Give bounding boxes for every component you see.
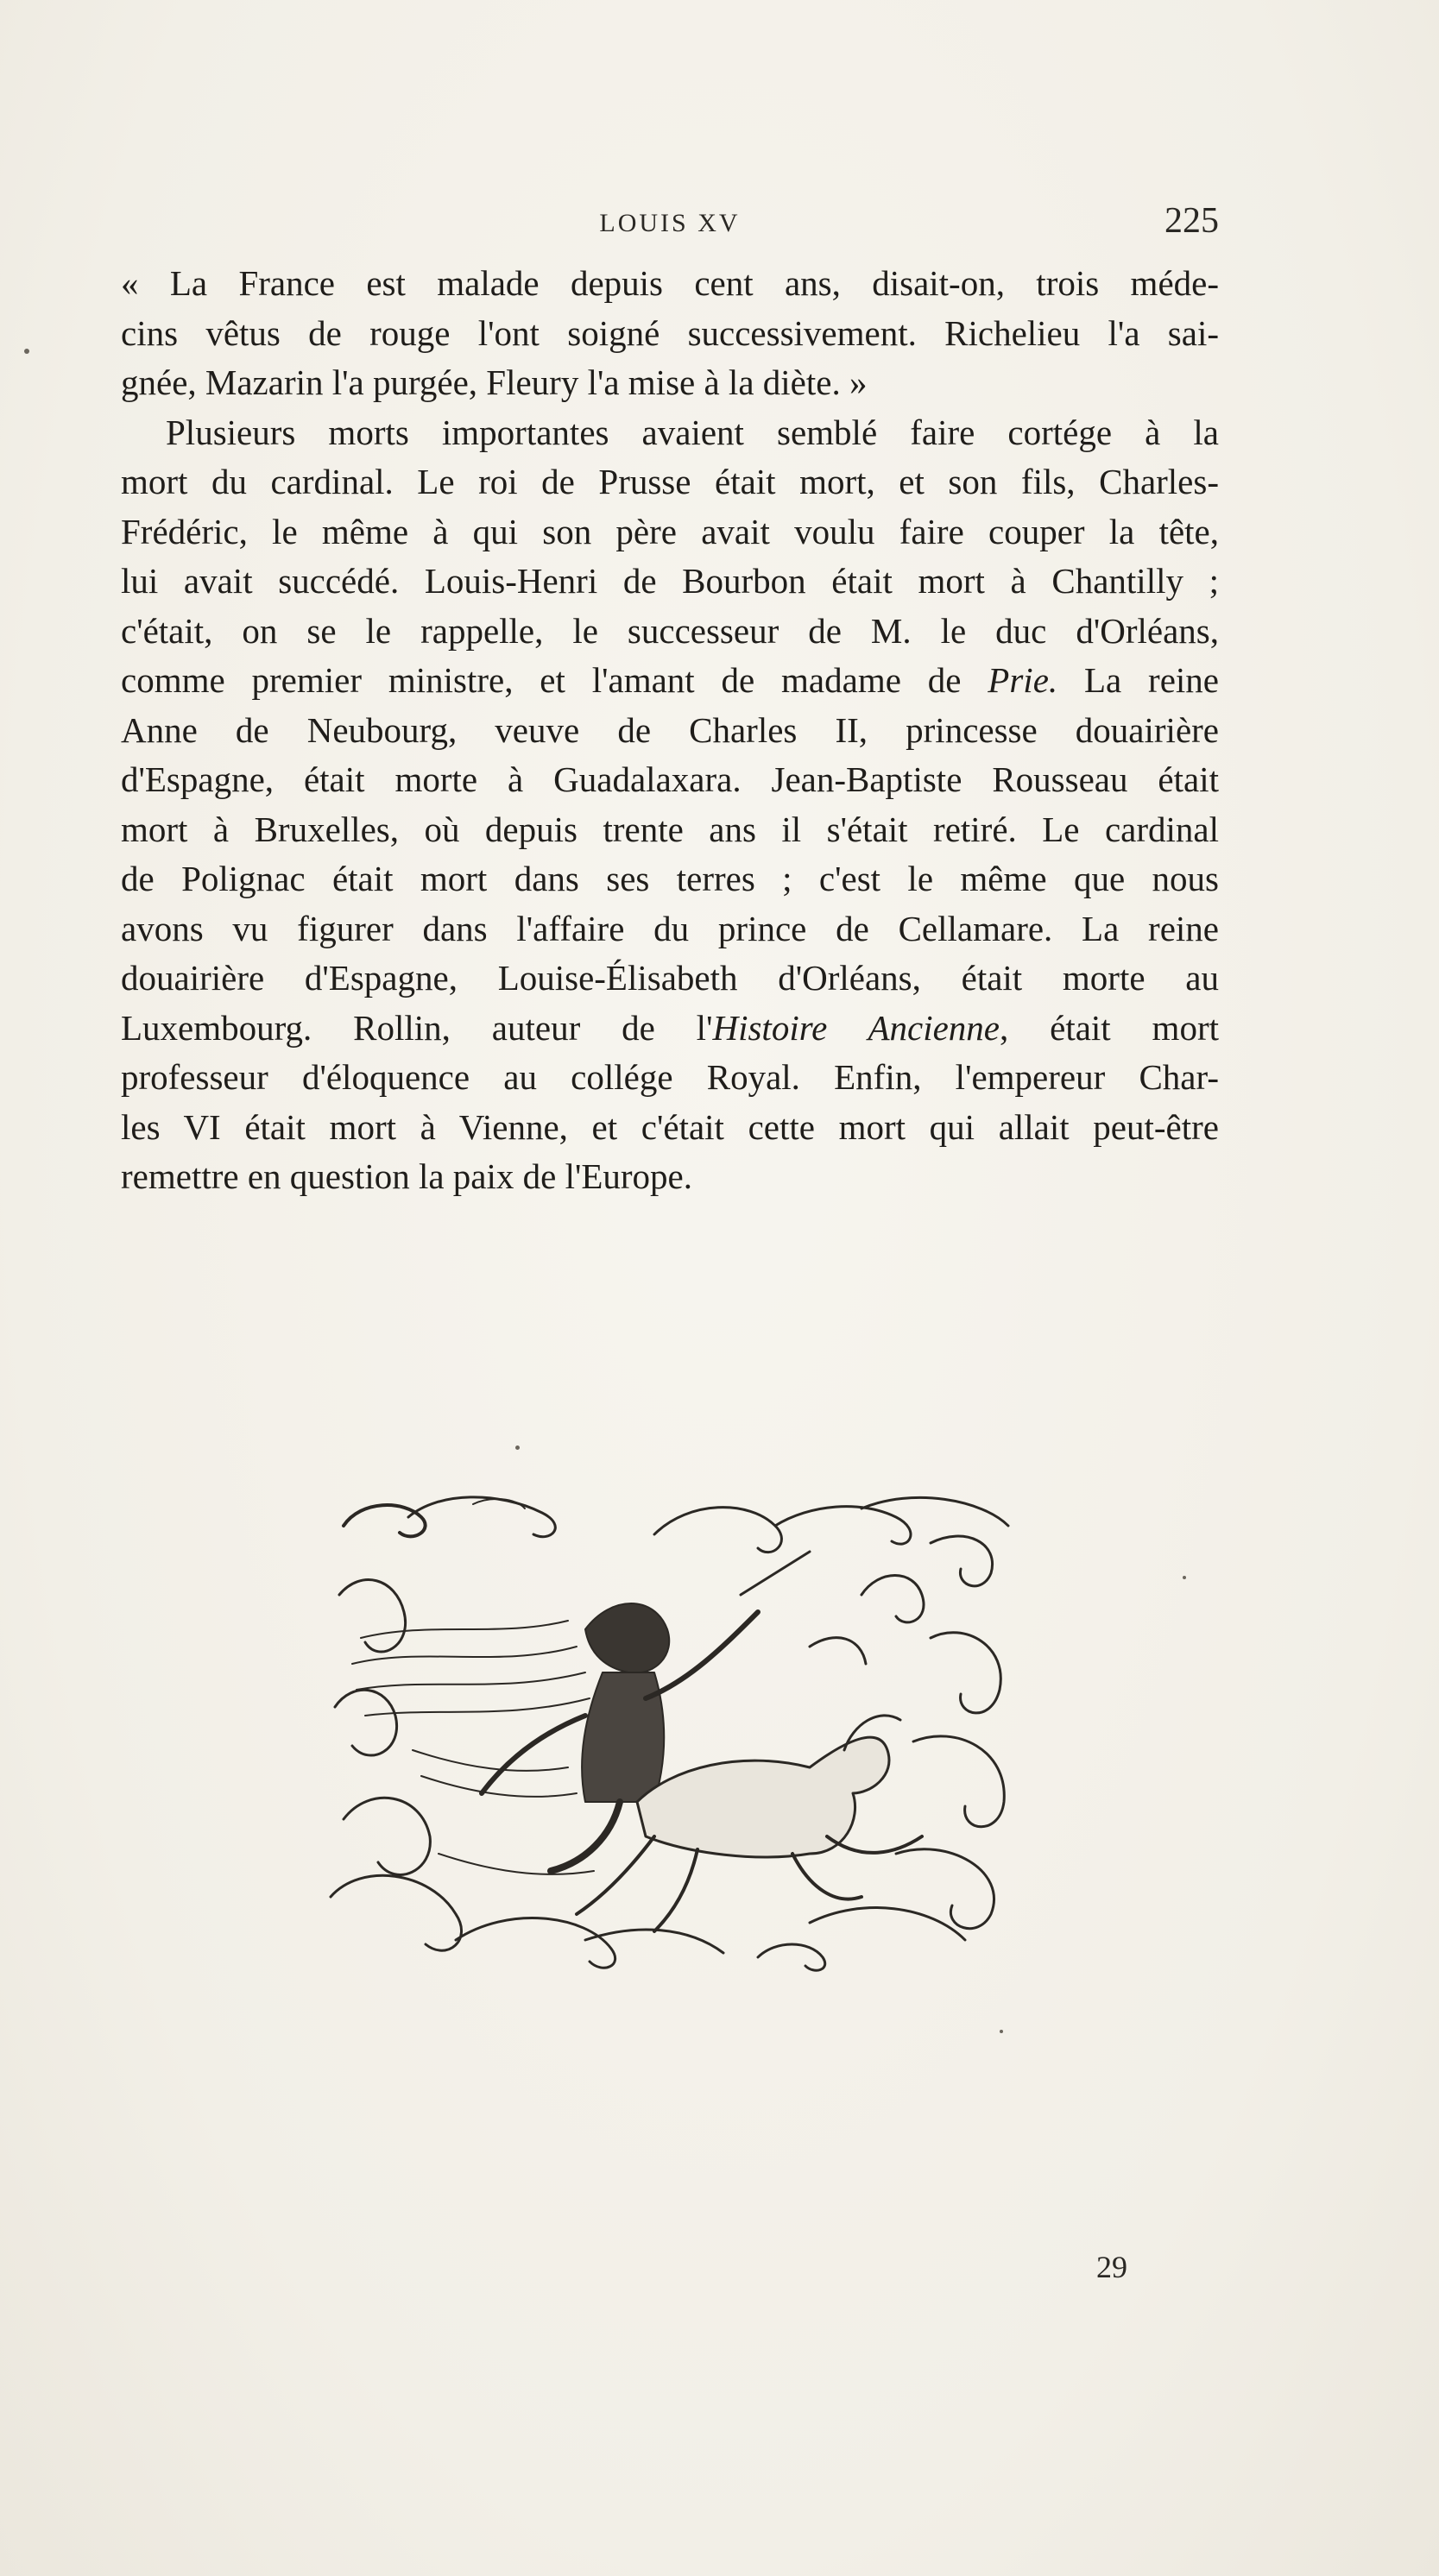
italic-name-prie: Prie. <box>988 660 1058 700</box>
paper-speck <box>1000 2030 1003 2033</box>
running-title: LOUIS XV <box>599 209 741 237</box>
italic-title-histoire: Histoire Ancienne <box>712 1007 1000 1048</box>
body-text <box>121 259 1219 1202</box>
text-segment: Luxembourg. Rollin, auteur de l' <box>121 1007 713 1048</box>
paper-speck <box>24 349 29 354</box>
text-line: « La France est malade depuis cent ans, disait-on, trois méde- <box>121 263 1219 303</box>
text-line: douairière d'Espagne, Louise-Élisabeth d'Orléans, était morte au <box>121 958 1219 998</box>
text-line: Plusieurs morts importantes avaient semblé faire cortége à la <box>166 412 1219 452</box>
text-line: gnée, Mazarin l'a purgée, Fleury l'a mise à la diète. » <box>121 362 868 402</box>
text-line: avons vu figurer dans l'affaire du prince de Cellamare. La reine <box>121 908 1219 948</box>
text-line: Anne de Neubourg, veuve de Charles II, princesse douairière <box>121 709 1219 750</box>
text-segment: La reine <box>1057 660 1219 700</box>
signature-mark: 29 <box>1096 2250 1127 2284</box>
text-line: les VI était mort à Vienne, et c'était cette mort qui allait peut-être <box>121 1106 1219 1147</box>
running-head <box>121 200 1219 245</box>
text-line: remettre en question la paix de l'Europe. <box>121 1156 693 1196</box>
text-line <box>121 656 1219 706</box>
text-segment: , était mort <box>1000 1007 1219 1048</box>
text-line: Frédéric, le même à qui son père avait voulu faire couper la tête, <box>121 511 1219 551</box>
paper-speck <box>515 1445 520 1450</box>
text-line: c'était, on se le rappelle, le successeur de M. le duc d'Orléans, <box>121 610 1219 651</box>
text-line: mort à Bruxelles, où depuis trente ans il s'était retiré. Le cardinal <box>121 809 1219 849</box>
text-line <box>121 1004 1219 1054</box>
text-line: cins vêtus de rouge l'ont soigné successivement. Richelieu l'a sai- <box>121 312 1219 353</box>
text-line: de Polignac était mort dans ses terres ; c'est le même que nous <box>121 859 1219 898</box>
engraved-vignette-rider <box>326 1491 1021 1975</box>
paper-speck <box>1183 1576 1186 1579</box>
page-number: 225 <box>1164 201 1219 241</box>
text-line: d'Espagne, était morte à Guadalaxara. Jean-Baptiste Rousseau était <box>121 759 1219 799</box>
text-line: lui avait succédé. Louis-Henri de Bourbon était mort à Chantilly ; <box>121 561 1219 601</box>
text-line: mort du cardinal. Le roi de Prusse était mort, et son fils, Charles- <box>121 462 1219 501</box>
text-line: professeur d'éloquence au collége Royal. Enfin, l'empereur Char- <box>121 1057 1219 1097</box>
text-segment: comme premier ministre, et l'amant de madame de <box>121 660 988 700</box>
